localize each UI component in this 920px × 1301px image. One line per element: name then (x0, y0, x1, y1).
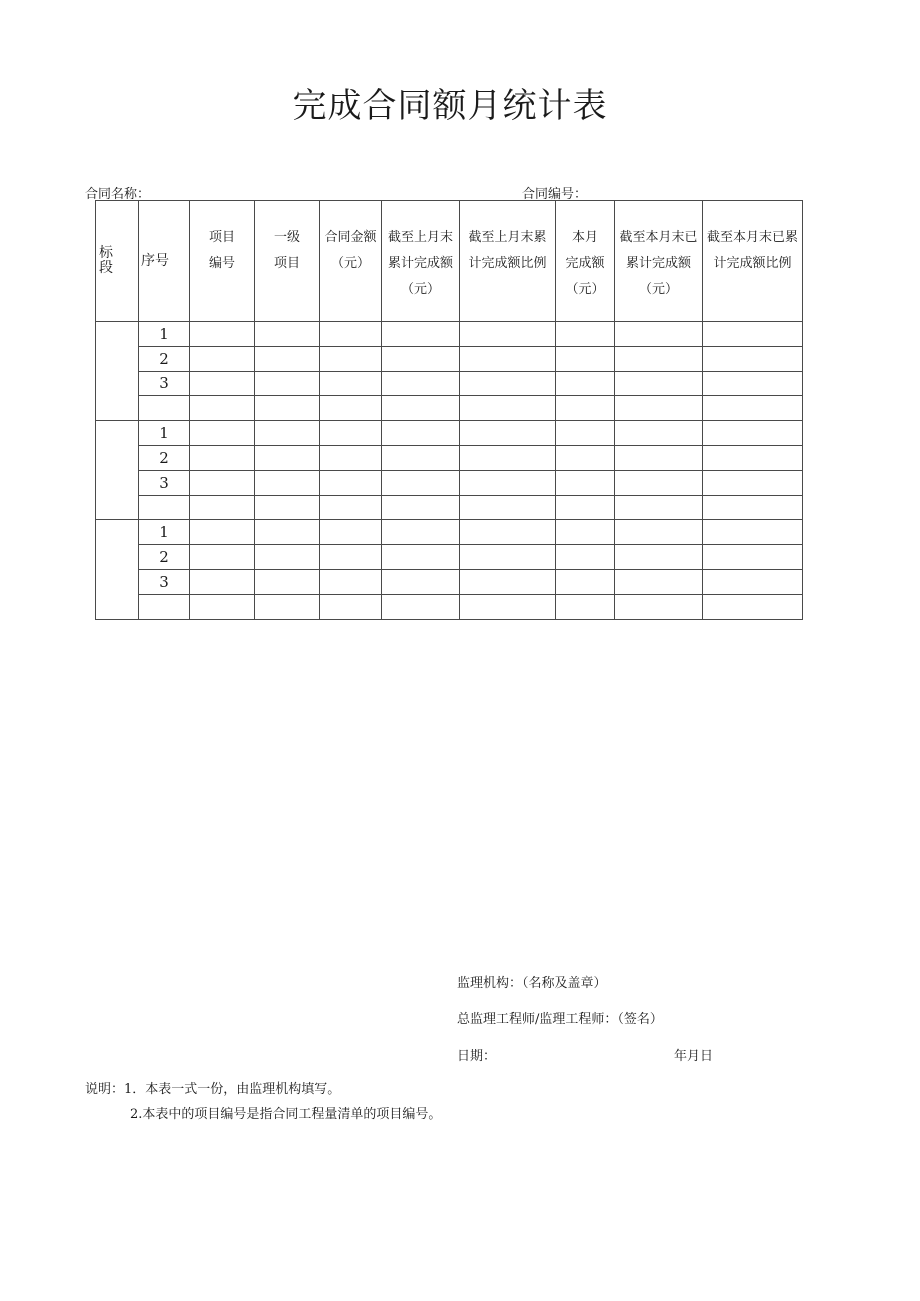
serial-cell (139, 594, 190, 619)
header-section-line2: 段 (99, 260, 113, 276)
table-cell[interactable] (460, 445, 556, 470)
table-cell[interactable] (703, 421, 803, 446)
table-cell[interactable] (556, 594, 615, 619)
table-cell[interactable] (556, 396, 615, 421)
supervisor-org-line: 监理机构：（名称及盖章） (457, 976, 607, 991)
section-cell[interactable] (96, 322, 139, 421)
section-cell[interactable] (96, 520, 139, 619)
table-cell[interactable] (190, 520, 255, 545)
header-cur-cumulative-line1: 截至本月末已 (619, 230, 698, 245)
table-cell[interactable] (460, 495, 556, 520)
header-level1-line2: 项目 (273, 256, 300, 271)
table-row (96, 569, 803, 594)
table-cell[interactable] (556, 322, 615, 347)
table-row (96, 371, 803, 396)
table-cell[interactable] (382, 421, 460, 446)
table-cell[interactable] (190, 445, 255, 470)
table-cell[interactable] (320, 495, 382, 520)
table-cell[interactable] (382, 371, 460, 396)
serial-cell (139, 495, 190, 520)
header-item-code-line1: 项目 (208, 230, 235, 245)
table-row (96, 396, 803, 421)
table-header-row (96, 201, 803, 322)
table-cell[interactable] (703, 470, 803, 495)
table-cell[interactable] (556, 495, 615, 520)
table-cell[interactable] (460, 520, 556, 545)
table-cell[interactable] (556, 545, 615, 570)
header-cur-ratio-line2: 计完成额比例 (713, 256, 792, 271)
table-cell[interactable] (460, 545, 556, 570)
table-cell[interactable] (382, 495, 460, 520)
table-cell[interactable] (556, 421, 615, 446)
table-row (96, 421, 803, 446)
table-row (96, 322, 803, 347)
table-cell[interactable] (382, 545, 460, 570)
contract-number-label: 合同编号： (522, 187, 588, 202)
table-cell[interactable] (190, 594, 255, 619)
header-contract-amount-line2: （元） (330, 256, 370, 271)
table-cell[interactable] (556, 470, 615, 495)
table-cell[interactable] (460, 421, 556, 446)
notes-line-1 (85, 1078, 340, 1097)
header-contract-amount-line1: 合同金额 (324, 230, 377, 245)
table-row (96, 594, 803, 619)
table-cell[interactable] (190, 346, 255, 371)
serial-cell: 1 (139, 421, 190, 446)
table-cell[interactable] (255, 520, 320, 545)
table-cell[interactable] (320, 594, 382, 619)
serial-cell: 2 (139, 445, 190, 470)
table-cell[interactable] (556, 520, 615, 545)
table-cell[interactable] (703, 594, 803, 619)
header-section (96, 201, 139, 322)
page-title: 完成合同额月统计表 (292, 86, 608, 126)
table-cell[interactable] (460, 346, 556, 371)
notes-label: 说明： (85, 1082, 125, 1097)
table-cell[interactable] (703, 520, 803, 545)
table-cell[interactable] (615, 346, 703, 371)
table-row (96, 545, 803, 570)
table-cell[interactable] (556, 346, 615, 371)
header-month-amount-line2: 完成额 (565, 256, 605, 271)
header-prev-cumulative-line1: 截至上月末 (387, 230, 453, 245)
table-cell[interactable] (615, 371, 703, 396)
contract-name-label: 合同名称： (85, 187, 151, 202)
serial-cell (139, 396, 190, 421)
header-section-line1: 标 (99, 245, 113, 261)
table-cell[interactable] (255, 470, 320, 495)
serial-cell: 2 (139, 346, 190, 371)
table-cell[interactable] (255, 322, 320, 347)
table-cell[interactable] (255, 495, 320, 520)
table-cell[interactable] (320, 545, 382, 570)
table-cell[interactable] (703, 495, 803, 520)
notes-item-2: 2.本表中的项目编号是指合同工程量清单的项目编号。 (130, 1107, 442, 1122)
notes-item-1: 1．本表一式一份，由监理机构填写。 (124, 1082, 341, 1097)
table-cell[interactable] (556, 445, 615, 470)
table-cell[interactable] (703, 346, 803, 371)
table-cell[interactable] (320, 371, 382, 396)
table-cell[interactable] (615, 520, 703, 545)
header-prev-cumulative-line2: 累计完成额 (387, 256, 453, 271)
header-cur-cumulative (615, 201, 703, 322)
table-cell[interactable] (320, 346, 382, 371)
date-line (457, 1045, 714, 1064)
table-cell[interactable] (190, 545, 255, 570)
table-cell[interactable] (190, 421, 255, 446)
table-cell[interactable] (190, 569, 255, 594)
table-cell[interactable] (320, 396, 382, 421)
section-cell[interactable] (96, 421, 139, 520)
header-serial-text: 序号 (141, 253, 169, 269)
table-cell[interactable] (255, 569, 320, 594)
header-month-amount-line3: （元） (565, 282, 605, 297)
date-format: 年月日 (674, 1049, 714, 1064)
chief-engineer-line: 总监理工程师/监理工程师：（签名） (457, 1012, 663, 1027)
header-month-amount-line1: 本月 (571, 230, 598, 245)
statistics-table (95, 200, 803, 620)
table-cell[interactable] (556, 569, 615, 594)
table-cell[interactable] (255, 346, 320, 371)
table-cell[interactable] (382, 520, 460, 545)
table-cell[interactable] (615, 396, 703, 421)
header-level1-line1: 一级 (273, 230, 300, 245)
serial-cell: 3 (139, 371, 190, 396)
header-month-amount (556, 201, 615, 322)
table-cell[interactable] (255, 371, 320, 396)
header-item-code (190, 201, 255, 322)
table-cell[interactable] (615, 470, 703, 495)
table-cell[interactable] (255, 545, 320, 570)
table-cell[interactable] (460, 470, 556, 495)
table-row (96, 346, 803, 371)
header-prev-ratio (460, 201, 556, 322)
table-cell[interactable] (255, 396, 320, 421)
table-cell[interactable] (615, 322, 703, 347)
table-cell[interactable] (190, 495, 255, 520)
serial-cell: 3 (139, 470, 190, 495)
table-cell[interactable] (460, 396, 556, 421)
date-label: 日期： (457, 1049, 497, 1064)
header-prev-cumulative-line3: （元） (400, 282, 440, 297)
table-cell[interactable] (615, 569, 703, 594)
table-cell[interactable] (615, 594, 703, 619)
table-cell[interactable] (255, 445, 320, 470)
table-cell[interactable] (460, 371, 556, 396)
header-cur-ratio-line1: 截至本月末已累 (706, 230, 798, 245)
table-cell[interactable] (460, 322, 556, 347)
table-row (96, 495, 803, 520)
table-cell[interactable] (255, 421, 320, 446)
table-cell[interactable] (255, 594, 320, 619)
table-cell[interactable] (320, 569, 382, 594)
table-cell[interactable] (703, 569, 803, 594)
table-cell[interactable] (703, 545, 803, 570)
table-cell[interactable] (703, 396, 803, 421)
header-prev-cumulative (382, 201, 460, 322)
serial-cell: 3 (139, 569, 190, 594)
table-cell[interactable] (703, 371, 803, 396)
serial-cell: 1 (139, 520, 190, 545)
serial-cell: 2 (139, 545, 190, 570)
header-prev-ratio-line2: 计完成额比例 (468, 256, 547, 271)
table-cell[interactable] (460, 594, 556, 619)
table-cell[interactable] (382, 396, 460, 421)
table-cell[interactable] (382, 470, 460, 495)
table-cell[interactable] (703, 322, 803, 347)
table-cell[interactable] (190, 470, 255, 495)
table-row (96, 470, 803, 495)
table-cell[interactable] (190, 396, 255, 421)
header-item-code-line2: 编号 (208, 256, 235, 271)
table-row (96, 520, 803, 545)
table-cell[interactable] (382, 445, 460, 470)
table-cell[interactable] (190, 371, 255, 396)
header-level1-item (255, 201, 320, 322)
header-prev-ratio-line1: 截至上月末累 (468, 230, 547, 245)
table-cell[interactable] (615, 445, 703, 470)
header-cur-ratio (703, 201, 803, 322)
table-cell[interactable] (703, 445, 803, 470)
serial-cell: 1 (139, 322, 190, 347)
table-cell[interactable] (190, 322, 255, 347)
table-cell[interactable] (382, 346, 460, 371)
header-contract-amount (320, 201, 382, 322)
table-cell[interactable] (556, 371, 615, 396)
table-cell[interactable] (615, 421, 703, 446)
table-cell[interactable] (382, 594, 460, 619)
header-serial (139, 201, 190, 322)
table-cell[interactable] (320, 470, 382, 495)
table-cell[interactable] (320, 445, 382, 470)
table-cell[interactable] (320, 322, 382, 347)
table-cell[interactable] (615, 545, 703, 570)
table-cell[interactable] (382, 569, 460, 594)
table-cell[interactable] (320, 421, 382, 446)
table-cell[interactable] (320, 520, 382, 545)
table-cell[interactable] (615, 495, 703, 520)
header-cur-cumulative-line2: 累计完成额 (625, 256, 691, 271)
table-cell[interactable] (460, 569, 556, 594)
table-cell[interactable] (382, 322, 460, 347)
header-cur-cumulative-line3: （元） (638, 282, 678, 297)
table-row (96, 445, 803, 470)
